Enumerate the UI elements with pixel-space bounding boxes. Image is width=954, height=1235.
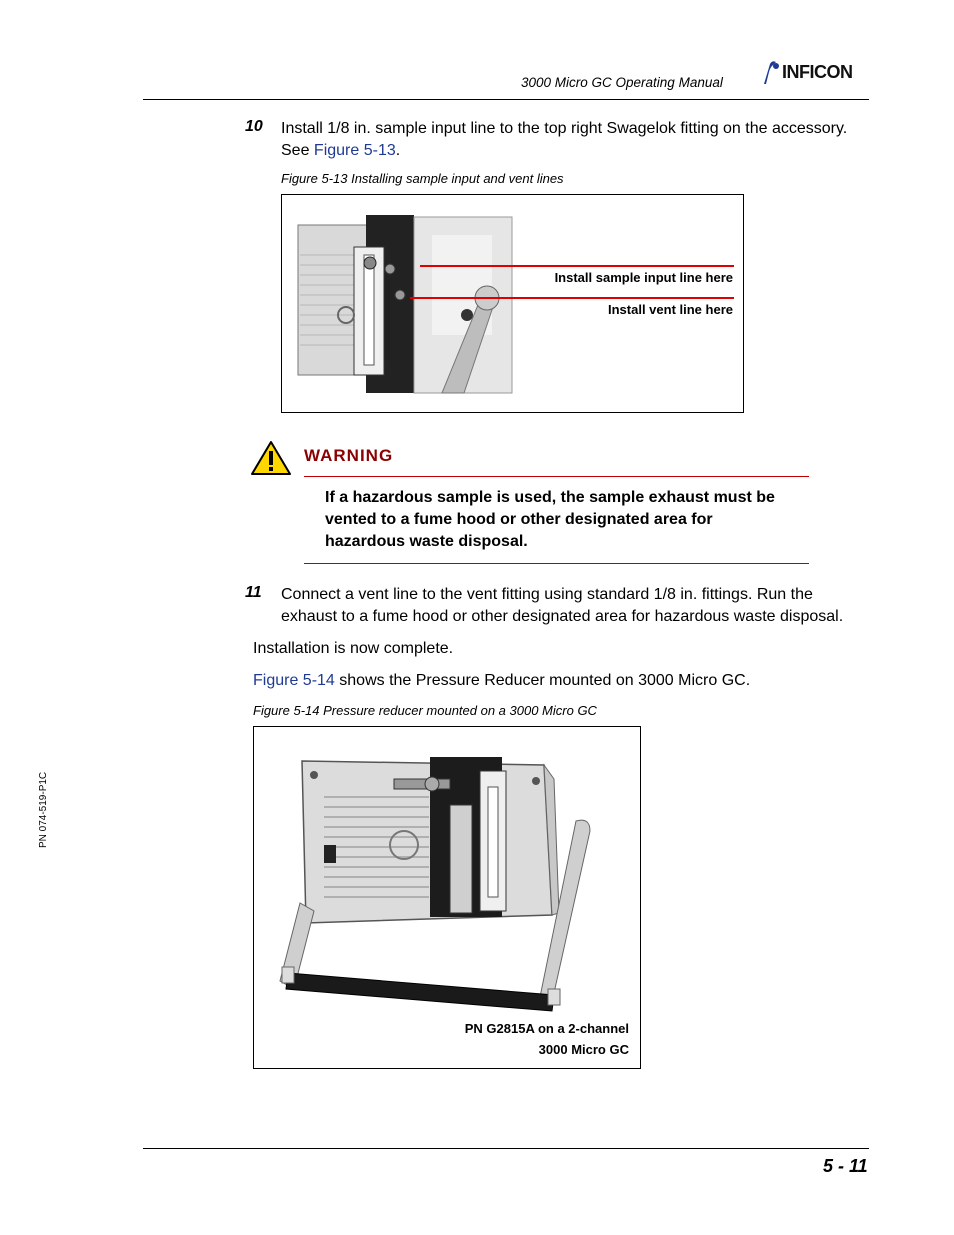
- figure-5-13-link[interactable]: Figure 5-13: [313, 142, 396, 159]
- part-number-side-text: PN 074-519-P1C: [38, 771, 49, 848]
- page-number: 5 - 11: [823, 1156, 868, 1176]
- figure-5-14-image: [254, 727, 640, 1017]
- step-10-text: [281, 118, 881, 162]
- installation-complete-text: Installation is now complete.: [253, 640, 454, 657]
- warning-icon: [250, 440, 292, 476]
- figure-5-13-frame: [281, 194, 744, 413]
- vent-line-callout: Install vent line here: [608, 302, 733, 317]
- warning-text: If a hazardous sample is used, the sample exhaust must be vented to a fume hood or other designated area for hazardous waste disposal.: [325, 489, 775, 550]
- step-10-number: 10: [245, 118, 263, 135]
- logo-text: INFICON: [782, 62, 853, 82]
- figure-5-14-caption: Figure 5-14 Pressure reducer mounted on a 3000 Micro GC: [253, 703, 597, 718]
- header-rule: [143, 99, 869, 100]
- period-text: .: [395, 142, 401, 159]
- warning-bottom-rule: [304, 563, 809, 564]
- inficon-logo: [760, 60, 872, 86]
- step-11-number: 11: [245, 584, 262, 601]
- step-11-text: [281, 584, 891, 628]
- step-10-line2: [281, 140, 881, 162]
- figure-5-13-caption: Figure 5-13 Installing sample input and vent lines: [281, 171, 564, 186]
- warning-title: WARNING: [304, 446, 394, 465]
- warning-top-rule: [304, 476, 809, 477]
- figure-5-14-link[interactable]: Figure 5-14: [253, 672, 335, 689]
- logo-mark-icon: [760, 60, 782, 86]
- figure-5-14-label-line1: PN G2815A on a 2-channel: [464, 1021, 629, 1036]
- figure-5-14-ref-text: shows the Pressure Reducer mounted on 3000 Micro GC.: [334, 672, 751, 689]
- manual-title: 3000 Micro GC Operating Manual: [521, 75, 723, 90]
- figure-5-14-reference: [253, 670, 750, 692]
- step-10-line1: Install 1/8 in. sample input line to the top right Swagelok fitting on the accessory.: [281, 120, 848, 137]
- step-11-line1: Connect a vent line to the vent fitting using standard 1/8 in. fittings. Run the: [281, 586, 813, 603]
- sample-input-callout: Install sample input line here: [554, 270, 733, 285]
- figure-5-14-frame: [253, 726, 641, 1069]
- step-11-line2: exhaust to a fume hood or other designated area for hazardous waste disposal.: [281, 608, 844, 625]
- figure-5-14-label: [465, 1018, 629, 1060]
- see-text: See: [281, 142, 314, 159]
- footer-rule: [143, 1148, 869, 1149]
- figure-5-14-label-line2: 3000 Micro GC: [538, 1042, 629, 1057]
